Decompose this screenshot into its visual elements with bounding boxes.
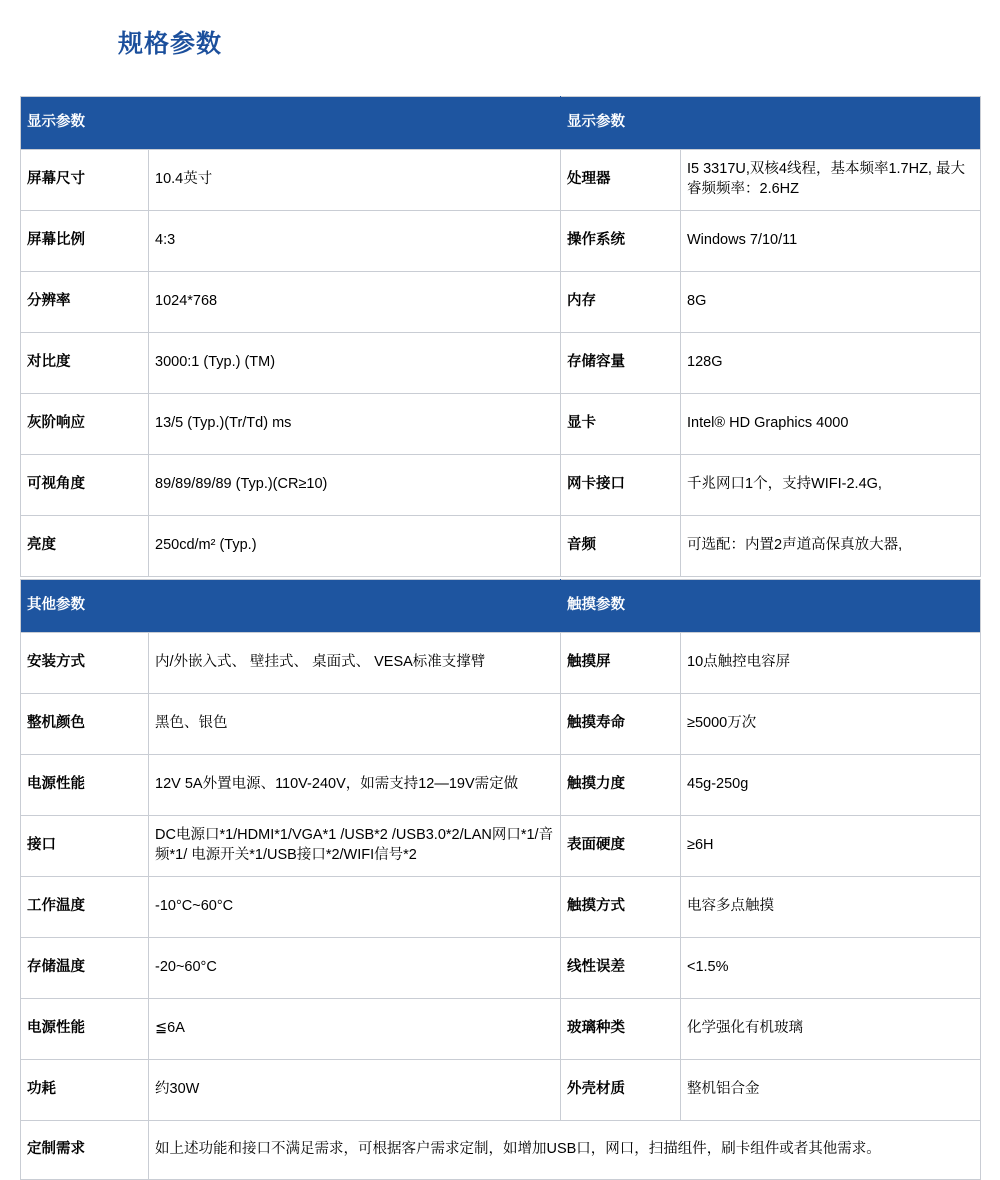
- table-row: [21, 633, 981, 694]
- row-label: 可视角度: [21, 455, 149, 516]
- row-value: 约30W: [149, 1060, 561, 1121]
- row-value: 内/外嵌入式、 壁挂式、 桌面式、 VESA标准支撑臂: [149, 633, 561, 694]
- row-label: 触摸寿命: [561, 694, 681, 755]
- row-label: 玻璃种类: [561, 999, 681, 1060]
- row-label: 对比度: [21, 333, 149, 394]
- row-value: 整机铝合金: [681, 1060, 981, 1121]
- other-touch-spec-table: [20, 579, 981, 1180]
- row-value: 13/5 (Typ.)(Tr/Td) ms: [149, 394, 561, 455]
- row-value: Intel® HD Graphics 4000: [681, 394, 981, 455]
- table-row: [21, 211, 981, 272]
- row-value: 千兆网口1个，支持WIFI-2.4G,: [681, 455, 981, 516]
- row-value: -20~60°C: [149, 938, 561, 999]
- row-label: 灰阶响应: [21, 394, 149, 455]
- table-row: [21, 150, 981, 211]
- row-value: 4:3: [149, 211, 561, 272]
- row-label: 显卡: [561, 394, 681, 455]
- row-label: 触摸屏: [561, 633, 681, 694]
- display-spec-table: [20, 96, 981, 577]
- row-value: 电容多点触摸: [681, 877, 981, 938]
- row-value: 12V 5A外置电源、110V-240V，如需支持12—19V需定做: [149, 755, 561, 816]
- row-value: ≥6H: [681, 816, 981, 877]
- table-row: [21, 938, 981, 999]
- row-label: 电源性能: [21, 999, 149, 1060]
- row-label: 定制需求: [21, 1121, 149, 1180]
- table-row: [21, 1060, 981, 1121]
- row-value: 10.4英寸: [149, 150, 561, 211]
- row-label: 整机颜色: [21, 694, 149, 755]
- row-value: 黑色、银色: [149, 694, 561, 755]
- row-value: 化学强化有机玻璃: [681, 999, 981, 1060]
- row-label: 亮度: [21, 516, 149, 577]
- row-label: 电源性能: [21, 755, 149, 816]
- row-value: <1.5%: [681, 938, 981, 999]
- row-value: Windows 7/10/11: [681, 211, 981, 272]
- other-params-header: 其他参数: [21, 580, 561, 633]
- row-label: 分辨率: [21, 272, 149, 333]
- row-value: -10°C~60°C: [149, 877, 561, 938]
- row-value: 1024*768: [149, 272, 561, 333]
- row-label: 内存: [561, 272, 681, 333]
- table-row: [21, 816, 981, 877]
- row-label: 工作温度: [21, 877, 149, 938]
- row-value: 如上述功能和接口不满足需求，可根据客户需求定制，如增加USB口，网口，扫描组件，刷卡组件或者其他需求。: [149, 1121, 981, 1180]
- row-value: 3000:1 (Typ.) (TM): [149, 333, 561, 394]
- table-row: [21, 877, 981, 938]
- row-label: 安装方式: [21, 633, 149, 694]
- table-row: [21, 755, 981, 816]
- display-right-header: 显示参数: [561, 97, 981, 150]
- table-row: [21, 272, 981, 333]
- row-label: 触摸力度: [561, 755, 681, 816]
- page-title: 规格参数: [118, 30, 223, 58]
- row-label: 接口: [21, 816, 149, 877]
- table-row: [21, 333, 981, 394]
- table-row: [21, 455, 981, 516]
- row-label: 操作系统: [561, 211, 681, 272]
- row-value: 可选配：内置2声道高保真放大器,: [681, 516, 981, 577]
- row-value: 250cd/m² (Typ.): [149, 516, 561, 577]
- row-value: 89/89/89/89 (Typ.)(CR≥10): [149, 455, 561, 516]
- spec-table-container: [20, 96, 980, 1180]
- row-label: 功耗: [21, 1060, 149, 1121]
- row-value: 8G: [681, 272, 981, 333]
- row-label: 触摸方式: [561, 877, 681, 938]
- row-value: 45g-250g: [681, 755, 981, 816]
- row-value: ≥5000万次: [681, 694, 981, 755]
- row-value: 128G: [681, 333, 981, 394]
- row-label: 表面硬度: [561, 816, 681, 877]
- row-label: 存储容量: [561, 333, 681, 394]
- row-label: 屏幕比例: [21, 211, 149, 272]
- row-label: 屏幕尺寸: [21, 150, 149, 211]
- row-label: 处理器: [561, 150, 681, 211]
- table-row: [21, 999, 981, 1060]
- table-row-custom: [21, 1121, 981, 1180]
- table-row: [21, 694, 981, 755]
- row-label: 外壳材质: [561, 1060, 681, 1121]
- row-value: I5 3317U,双核4线程，基本频率1.7HZ, 最大睿频频率：2.6HZ: [681, 150, 981, 211]
- row-value: DC电源口*1/HDMI*1/VGA*1 /USB*2 /USB3.0*2/LAN网口*1/音频*1/ 电源开关*1/USB接口*2/WIFI信号*2: [149, 816, 561, 877]
- row-label: 网卡接口: [561, 455, 681, 516]
- table-header-row: [21, 97, 981, 150]
- table-row: [21, 516, 981, 577]
- row-label: 存储温度: [21, 938, 149, 999]
- row-label: 音频: [561, 516, 681, 577]
- table-header-row: [21, 580, 981, 633]
- row-value: ≦6A: [149, 999, 561, 1060]
- row-value: 10点触控电容屏: [681, 633, 981, 694]
- touch-params-header: 触摸参数: [561, 580, 981, 633]
- row-label: 线性误差: [561, 938, 681, 999]
- table-row: [21, 394, 981, 455]
- display-left-header: 显示参数: [21, 97, 561, 150]
